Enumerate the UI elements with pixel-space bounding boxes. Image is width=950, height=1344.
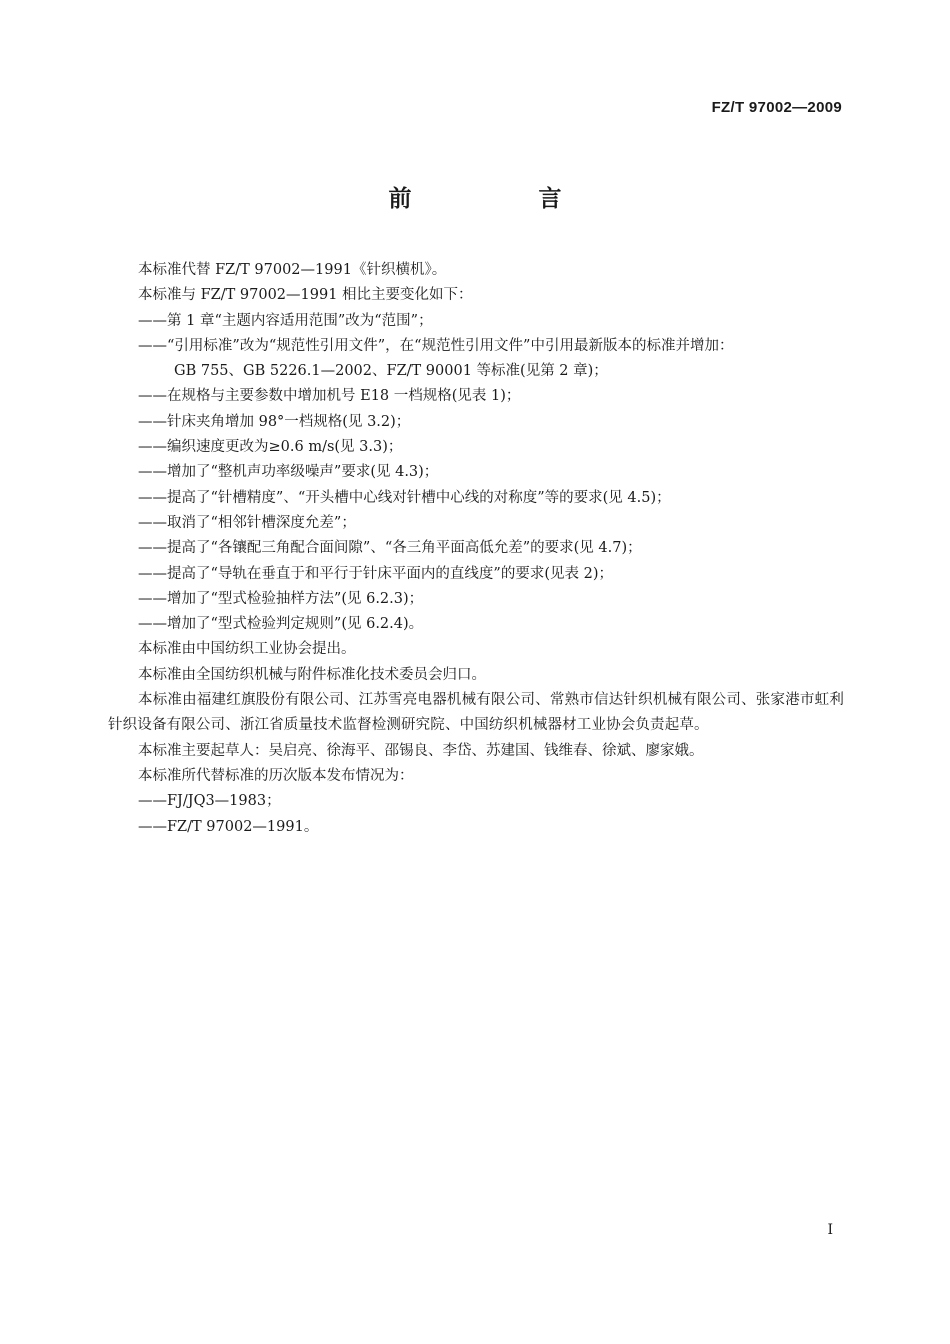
paragraph: 本标准由全国纺织机械与附件标准化技术委员会归口。	[138, 666, 486, 683]
paragraph: 本标准所代替标准的历次版本发布情况为：	[138, 767, 414, 784]
change-item: ——编织速度更改为≥0.6 m/s(见 3.3)；	[138, 439, 403, 456]
paragraph: 本标准与 FZ/T 97002—1991 相比主要变化如下：	[138, 287, 473, 304]
change-item: ——增加了“型式检验判定规则”(见 6.2.4)。	[138, 616, 424, 633]
change-item: ——提高了“各镶配三角配合面间隙”、“各三角平面高低允差”的要求(见 4.7)；	[138, 540, 642, 557]
version-item: ——FZ/T 97002—1991。	[138, 818, 319, 835]
page-number: I	[827, 1222, 833, 1238]
change-item: ——提高了“针槽精度”、“开头槽中心线对针槽中心线的对称度”等的要求(见 4.5)；	[138, 489, 671, 506]
document-body	[108, 258, 844, 840]
change-item: ——提高了“导轨在垂直于和平行于针床平面内的直线度”的要求(见表 2)；	[138, 565, 613, 582]
change-item-continuation: GB 755、GB 5226.1—2002、FZ/T 90001 等标准(见第 2 章)；	[174, 363, 608, 380]
change-item: ——在规格与主要参数中增加机号 E18 一档规格(见表 1)；	[138, 388, 521, 405]
version-item: ——FJ/JQ3—1983；	[138, 793, 281, 810]
paragraph: 本标准主要起草人：吴启亮、徐海平、邵锡良、李岱、苏建国、钱维春、徐斌、廖家娥。	[138, 742, 704, 759]
change-item: ——取消了“相邻针槽深度允差”；	[138, 514, 356, 531]
change-item: ——第 1 章“主题内容适用范围”改为“范围”；	[138, 312, 433, 329]
change-item: ——增加了“型式检验抽样方法”(见 6.2.3)；	[138, 590, 424, 607]
drafting-units-paragraph: 本标准由福建红旗股份有限公司、江苏雪亮电器机械有限公司、常熟市信达针织机械有限公司、张家港市虹利针织设备有限公司、浙江省质量技术监督检测研究院、中国纺织机械器材工业协会负责起草。	[108, 692, 844, 734]
page-title: 前 言	[388, 186, 614, 212]
change-item: ——“引用标准”改为“规范性引用文件”，在“规范性引用文件”中引用最新版本的标准并增加：	[138, 337, 734, 354]
paragraph: 本标准由中国纺织工业协会提出。	[138, 641, 356, 658]
change-item: ——增加了“整机声功率级噪声”要求(见 4.3)；	[138, 464, 439, 481]
standard-code: FZ/T 97002—2009	[711, 99, 842, 116]
change-item: ——针床夹角增加 98°一档规格(见 3.2)；	[138, 413, 411, 430]
paragraph: 本标准代替 FZ/T 97002—1991《针织横机》。	[138, 262, 447, 278]
